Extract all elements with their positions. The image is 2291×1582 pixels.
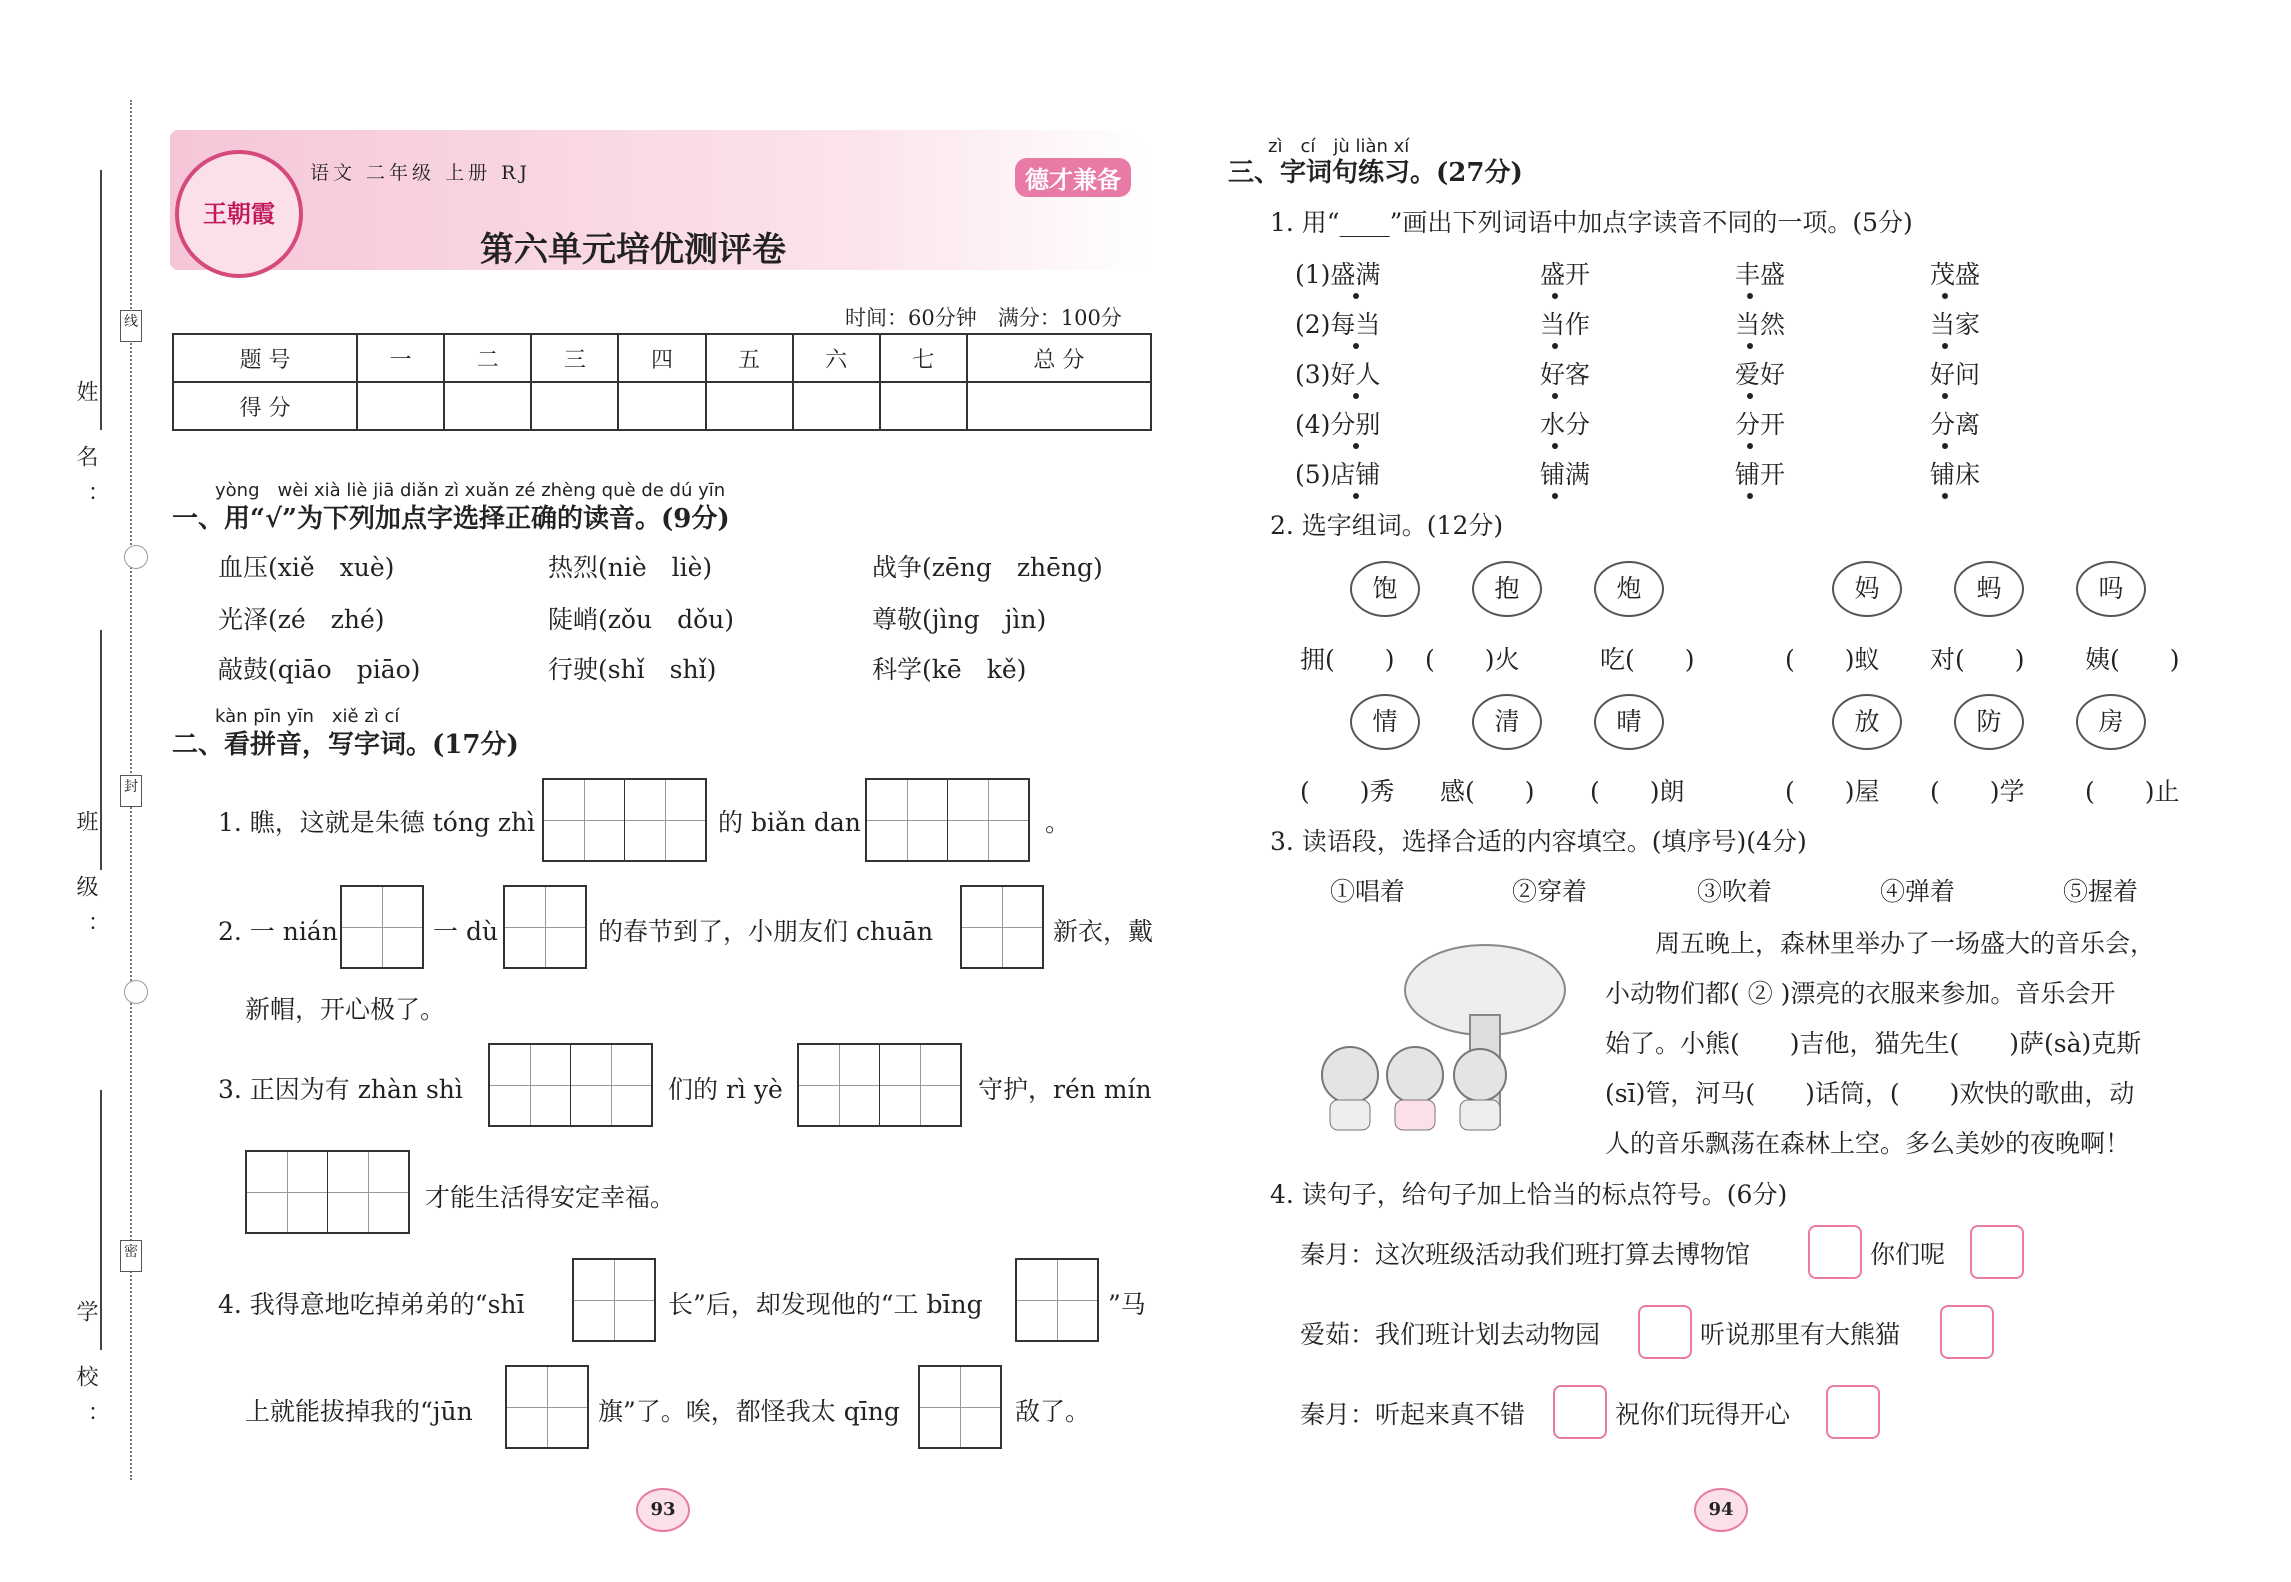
sec1-pinyin: yòng wèi xià liè jiā diǎn zì xuǎn zé zhèng què de dú yīn	[215, 480, 726, 501]
score-cell	[618, 382, 705, 430]
sec3-q3-paragraph-line: (sī)管，河马( )话筒，( )欢快的歌曲，动	[1605, 1079, 2135, 1108]
punctuation-box[interactable]	[1940, 1305, 1994, 1359]
brand-logo: 王朝霞	[175, 150, 303, 278]
char-bubble: 清	[1472, 694, 1542, 750]
punch-hole	[124, 545, 148, 569]
punctuation-box[interactable]	[1638, 1305, 1692, 1359]
sec2-q2-text: 的春节到了，小朋友们 chuān	[598, 917, 934, 946]
sec3-q2-blank[interactable]: 对( )	[1930, 645, 2025, 674]
emphasis-dot	[1747, 393, 1753, 399]
writing-grid[interactable]	[960, 885, 1044, 969]
sec3-q1-word: (5)店铺	[1295, 460, 1381, 489]
char-bubble: 蚂	[1954, 561, 2024, 617]
page-number: 94	[1694, 1488, 1748, 1532]
char-bubble: 晴	[1594, 694, 1664, 750]
stamp-badge: 德才兼备	[1015, 158, 1131, 197]
sec3-q4-text: 你们呢	[1870, 1240, 1946, 1269]
name-label: 姓 名：	[73, 380, 98, 525]
page-number: 93	[636, 1488, 690, 1532]
sec3-q2-blank[interactable]: ( )屋	[1785, 777, 1880, 806]
sec2-q3-text: 3. 正因为有 zhàn shì	[218, 1075, 463, 1104]
sec3-q1-word: 当作	[1540, 310, 1591, 339]
sec3-q3-paragraph-line: 始了。小熊( )吉他，猫先生( )萨(sà)克斯	[1605, 1029, 2142, 1058]
emphasis-dot	[1552, 343, 1558, 349]
writing-grid[interactable]	[505, 1365, 589, 1449]
char-bubble: 炮	[1594, 561, 1664, 617]
sec2-q3-text: 守护，rén mín	[978, 1075, 1152, 1104]
sec3-q1-word: 好问	[1930, 360, 1981, 389]
emphasis-dot	[1942, 443, 1948, 449]
writing-grid[interactable]	[503, 885, 587, 969]
writing-grid[interactable]	[918, 1365, 1002, 1449]
sec3-q2-blank[interactable]: ( )火	[1425, 645, 1520, 674]
sec3-q2-blank[interactable]: ( )秀	[1300, 777, 1395, 806]
emphasis-dot	[1353, 443, 1359, 449]
punctuation-box[interactable]	[1553, 1385, 1607, 1439]
score-cell	[793, 382, 880, 430]
sec3-q4-text: 秦月：听起来真不错	[1300, 1400, 1526, 1429]
emphasis-dot	[1942, 343, 1948, 349]
writing-grid[interactable]	[572, 1258, 656, 1342]
char-bubble: 饱	[1350, 561, 1420, 617]
sec3-title: 三、字词句练习。(27分)	[1228, 158, 1523, 188]
score-cell	[967, 382, 1151, 430]
score-header: 三	[531, 334, 618, 382]
emphasis-dot	[1353, 343, 1359, 349]
sec3-q3-option: ②穿着	[1512, 877, 1588, 906]
sec3-q1-word: (2)每当	[1295, 310, 1381, 339]
emphasis-dot	[1747, 493, 1753, 499]
writing-grid[interactable]	[797, 1043, 962, 1127]
score-header: 总 分	[967, 334, 1151, 382]
sec3-q1-word: 分开	[1735, 410, 1786, 439]
char-bubble: 防	[1954, 694, 2024, 750]
bind-box-xian: 线	[120, 310, 142, 342]
sec2-q4-text: 4. 我得意地吃掉弟弟的“shī	[218, 1290, 525, 1319]
emphasis-dot	[1942, 293, 1948, 299]
sec1-item: 光泽(zé zhé)	[218, 605, 385, 634]
score-cell: 得 分	[173, 382, 357, 430]
sec3-q3-option: ⑤握着	[2063, 877, 2139, 906]
sec3-q2-blank[interactable]: 拥( )	[1300, 645, 1395, 674]
sec3-q1: 1. 用“____”画出下列词语中加点字读音不同的一项。(5分)	[1270, 208, 1913, 237]
score-cell	[444, 382, 531, 430]
sec3-q3-paragraph-line: 小动物们都( ② )漂亮的衣服来参加。音乐会开	[1605, 979, 2116, 1008]
emphasis-dot	[1747, 293, 1753, 299]
subtitle: 语文 二年级 上册 RJ	[310, 162, 532, 184]
score-header: 二	[444, 334, 531, 382]
sec3-q1-word: 茂盛	[1930, 260, 1981, 289]
score-header: 七	[880, 334, 967, 382]
sec3-q2-blank[interactable]: ( )学	[1930, 777, 2025, 806]
sec1-title: 一、用“√”为下列加点字选择正确的读音。(9分)	[172, 504, 730, 534]
sec3-q1-word: (4)分别	[1295, 410, 1381, 439]
sec3-q1-word: (1)盛满	[1295, 260, 1381, 289]
char-bubble: 房	[2076, 694, 2146, 750]
char-bubble: 放	[1832, 694, 1902, 750]
writing-grid[interactable]	[488, 1043, 653, 1127]
punctuation-box[interactable]	[1826, 1385, 1880, 1439]
writing-grid[interactable]	[542, 778, 707, 862]
time-info: 时间：60分钟 满分：100分	[845, 306, 1122, 330]
sec3-q3: 3. 读语段，选择合适的内容填空。(填序号)(4分)	[1270, 827, 1807, 856]
class-label: 班 级：	[73, 810, 98, 955]
sec3-q1-word: 铺满	[1540, 460, 1591, 489]
emphasis-dot	[1942, 493, 1948, 499]
sec3-q3-option: ①唱着	[1330, 877, 1406, 906]
sec3-q4-text: 祝你们玩得开心	[1615, 1400, 1791, 1429]
score-table	[172, 333, 1152, 431]
sec2-q4-text: 长”后，却发现他的“工 bīng	[668, 1290, 983, 1319]
sec3-q2-blank[interactable]: 感( )	[1440, 777, 1535, 806]
score-header: 六	[793, 334, 880, 382]
score-header: 题 号	[173, 334, 357, 382]
sec1-item: 行驶(shǐ shǐ)	[548, 655, 717, 684]
score-header: 四	[618, 334, 705, 382]
sec2-title: 二、看拼音，写字词。(17分)	[172, 730, 519, 760]
sec2-q2-text: 新衣，戴	[1053, 917, 1154, 946]
sec3-q3-option: ③吹着	[1697, 877, 1773, 906]
emphasis-dot	[1552, 443, 1558, 449]
sec3-q3-paragraph-line: 周五晚上，森林里举办了一场盛大的音乐会，	[1655, 929, 2156, 958]
char-bubble: 妈	[1832, 561, 1902, 617]
sec3-q1-word: 爱好	[1735, 360, 1786, 389]
sec3-q2-blank[interactable]: ( )止	[2085, 777, 2180, 806]
sec2-q4-text: ”马	[1108, 1290, 1146, 1319]
sec1-item: 血压(xiě xuè)	[218, 553, 395, 582]
writing-grid[interactable]	[865, 778, 1030, 862]
sec3-q1-word: 丰盛	[1735, 260, 1786, 289]
sec1-item: 敲鼓(qiāo piāo)	[218, 655, 421, 684]
sec1-item: 尊敬(jìng jìn)	[872, 605, 1047, 634]
emphasis-dot	[1353, 393, 1359, 399]
emphasis-dot	[1552, 293, 1558, 299]
sec1-item: 陡峭(zǒu dǒu)	[548, 605, 734, 634]
sec3-q1-word: 当然	[1735, 310, 1786, 339]
emphasis-dot	[1353, 293, 1359, 299]
sec1-item: 战争(zēng zhēng)	[872, 553, 1103, 582]
sec3-q1-word: 水分	[1540, 410, 1591, 439]
punch-hole	[124, 980, 148, 1004]
name-line	[100, 170, 102, 430]
score-cell	[880, 382, 967, 430]
sec2-q1-text: 的 biǎn dan	[718, 808, 861, 837]
emphasis-dot	[1747, 343, 1753, 349]
sec3-q4-text: 秦月：这次班级活动我们班打算去博物馆	[1300, 1240, 1751, 1269]
sec2-q4-text: 上就能拔掉我的“jūn	[245, 1397, 473, 1426]
score-cell	[706, 382, 793, 430]
school-label: 学 校：	[73, 1300, 98, 1445]
class-line	[100, 630, 102, 870]
writing-grid[interactable]	[340, 885, 424, 969]
sec3-q3-option: ④弹着	[1880, 877, 1956, 906]
sec2-q3-text: 们的 rì yè	[668, 1075, 783, 1104]
emphasis-dot	[1552, 393, 1558, 399]
emphasis-dot	[1942, 393, 1948, 399]
bind-box-mi: 密	[120, 1240, 142, 1272]
sec2-q2-text: 新帽，开心极了。	[245, 995, 446, 1024]
score-header: 一	[357, 334, 444, 382]
sec3-q4: 4. 读句子，给句子加上恰当的标点符号。(6分)	[1270, 1180, 1788, 1209]
writing-grid[interactable]	[1015, 1258, 1099, 1342]
sec3-q2-blank[interactable]: 吃( )	[1600, 645, 1695, 674]
sec2-q4-text: 旗”了。唉，都怪我太 qīng	[598, 1397, 900, 1426]
sec2-q2-text: 2. 一 nián	[218, 917, 338, 946]
sec2-q4-text: 敌了。	[1015, 1397, 1091, 1426]
sec3-q4-text: 爱茹：我们班计划去动物园	[1300, 1320, 1601, 1349]
sec2-q2-text: 一 dù	[433, 917, 499, 946]
char-bubble: 情	[1350, 694, 1420, 750]
sec3-q2-blank[interactable]: 姨( )	[2085, 645, 2180, 674]
sec3-q1-word: 分离	[1930, 410, 1981, 439]
sec3-pinyin: zì cí jù liàn xí	[1268, 136, 1410, 157]
emphasis-dot	[1747, 443, 1753, 449]
sec2-pinyin: kàn pīn yīn xiě zì cí	[215, 706, 400, 727]
sec3-q2-blank[interactable]: ( )蚁	[1785, 645, 1880, 674]
sec2-q3-text: 才能生活得安定幸福。	[425, 1183, 676, 1212]
score-cell	[531, 382, 618, 430]
page-title: 第六单元培优测评卷	[480, 230, 786, 270]
sec2-q1-text: 1. 瞧，这就是朱德 tóng zhì	[218, 808, 536, 837]
sec3-q2-blank[interactable]: ( )朗	[1590, 777, 1685, 806]
sec3-q3-paragraph-line: 人的音乐飘荡在森林上空。多么美妙的夜晚啊！	[1605, 1129, 2131, 1158]
sec3-q1-word: 铺开	[1735, 460, 1786, 489]
sec3-q1-word: 铺床	[1930, 460, 1981, 489]
punctuation-box[interactable]	[1808, 1225, 1862, 1279]
score-header: 五	[706, 334, 793, 382]
writing-grid[interactable]	[245, 1150, 410, 1234]
sec3-q1-word: 当家	[1930, 310, 1981, 339]
sec3-q1-word: 好客	[1540, 360, 1591, 389]
sec3-q2: 2. 选字组词。(12分)	[1270, 511, 1504, 540]
score-cell	[357, 382, 444, 430]
punctuation-box[interactable]	[1970, 1225, 2024, 1279]
forest-concert-illustration	[1300, 935, 1600, 1135]
char-bubble: 吗	[2076, 561, 2146, 617]
emphasis-dot	[1552, 493, 1558, 499]
char-bubble: 抱	[1472, 561, 1542, 617]
emphasis-dot	[1353, 493, 1359, 499]
sec3-q4-text: 听说那里有大熊猫	[1700, 1320, 1901, 1349]
sec1-item: 热烈(niè liè)	[548, 553, 713, 582]
school-line	[100, 1090, 102, 1350]
bind-box-feng: 封	[120, 775, 142, 807]
sec3-q1-word: (3)好人	[1295, 360, 1381, 389]
sec2-q1-text: 。	[1045, 808, 1071, 837]
sec1-item: 科学(kē kě)	[872, 655, 1027, 684]
sec3-q1-word: 盛开	[1540, 260, 1591, 289]
